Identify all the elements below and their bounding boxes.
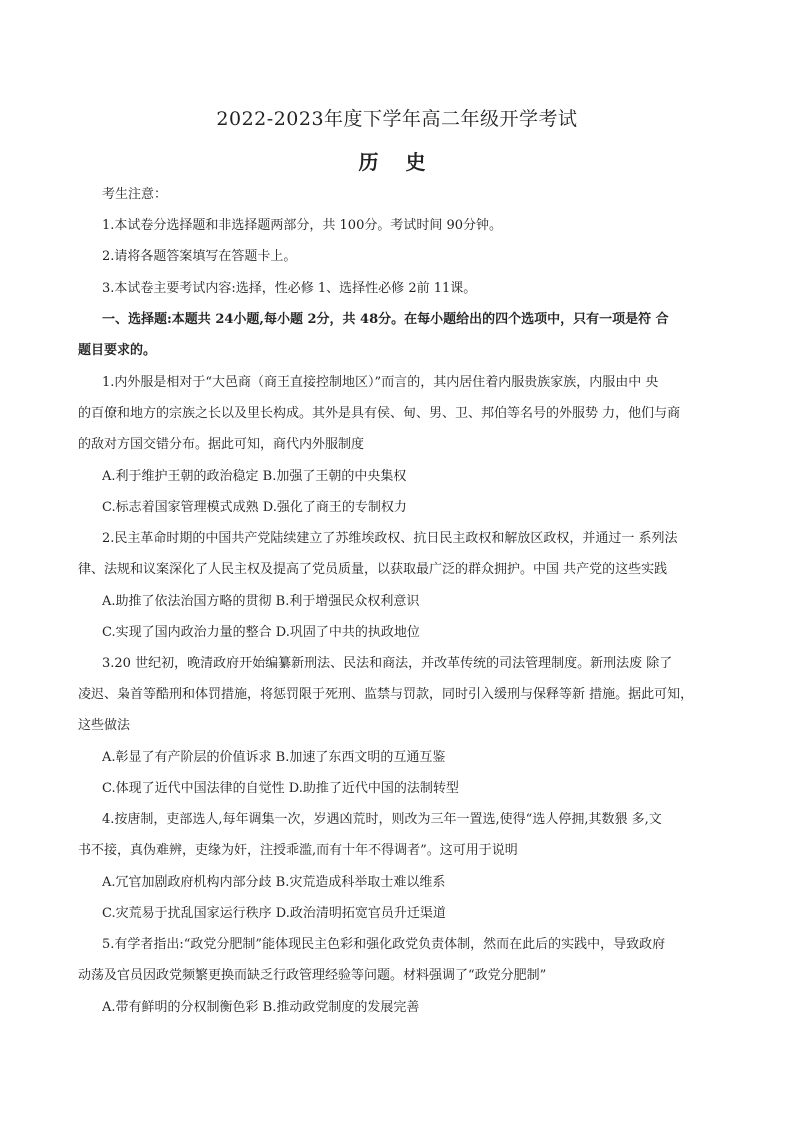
question-2-text: 2.民主革命时期的中国共产党陆续建立了苏维埃政权、抗日民主政权和解放区政权，并通过一 系列法 — [102, 531, 678, 546]
option-a: A.带有鲜明的分权制衡色彩 — [102, 1000, 259, 1015]
question-5-text: 动荡及官员因政党频繁更换而缺乏行政管理经验等问题。材料强调了“政党分肥制” — [78, 968, 547, 983]
exam-title: 2022-2023年度下学年高二年级开学考试 — [216, 108, 578, 130]
option-d: D.政治清明拓宽官员升迁渠道 — [275, 906, 446, 921]
option-a: A.彰显了有产阶层的价值诉求 — [102, 750, 272, 765]
option-b: B.推动政党制度的发展完善 — [262, 1000, 420, 1015]
question-4-option-row — [102, 903, 746, 925]
option-d: D.强化了商王的专制权力 — [262, 500, 407, 515]
option-c: C.灾荒易于扰乱国家运行秩序 — [102, 906, 272, 921]
question-4-text: 书不接，真伪难辨，吏缘为奸，注授乖滥,而有十年不得调者”。这可用于说明 — [78, 843, 518, 858]
option-c: C.标志着国家管理模式成熟 — [102, 500, 259, 515]
option-d: D.巩固了中共的执政地位 — [275, 625, 420, 640]
question-5-text: 5.有学者指出:“政党分肥制”能体现民主色彩和强化政党负责体制，然而在此后的实践中，导致政府 — [102, 937, 666, 952]
option-b: B.加速了东西文明的互通互鉴 — [275, 750, 446, 765]
question-1-text: 的敌对方国交错分布。据此可知，商代内外服制度 — [78, 437, 365, 452]
question-4-option-row — [102, 872, 746, 894]
option-c: C.实现了国内政治力量的整合 — [102, 625, 272, 640]
question-2-option-row — [102, 622, 746, 644]
question-3-option-row — [102, 747, 746, 769]
question-3-text: 凌迟、枭首等酷刑和体罚措施，将惩罚限于死刑、监禁与罚款，同时引入缓刑与保释等新 措施。据此可知， — [78, 687, 694, 702]
question-1-option-row — [102, 497, 746, 519]
subject-title: 历 史 — [358, 150, 436, 174]
question-1-option-row — [102, 466, 746, 488]
option-d: D.助推了近代中国的法制转型 — [288, 781, 459, 796]
question-3-text: 这些做法 — [78, 718, 131, 733]
question-1-text: 1.内外服是相对于“大邑商（商王直接控制地区）”而言的，其内居住着内服贵族家族，内服由中 央 — [102, 375, 659, 390]
question-2-text: 律、法规和议案深化了人民主权及提高了党员质量，以获取最广泛的群众拥护。中国 共产党的这些实践 — [78, 562, 668, 577]
question-3-text: 3.20 世纪初，晚清政府开始编纂新刑法、民法和商法，并改革传统的司法管理制度。新刑法废 除了 — [102, 656, 673, 671]
option-b: B.利于增强民众权利意识 — [275, 594, 420, 609]
question-1-text: 的百僚和地方的宗族之长以及里长构成。其外是具有侯、甸、男、卫、邦伯等名号的外服势 力，他们与商 — [78, 406, 681, 421]
question-5-option-row — [102, 997, 746, 1019]
question-2-option-row — [102, 591, 746, 613]
notice-heading: 考生注意： — [102, 187, 168, 202]
notice-item: 2.请将各题答案填写在答题卡上。 — [102, 249, 297, 264]
question-3-option-row — [102, 778, 746, 800]
question-4-text: 4.按唐制，吏部选人,每年调集一次，岁遇凶荒时，则改为三年一置选,使得“选人停拥,其数猥 多,文 — [102, 812, 662, 827]
section-heading-line2: 题目要求的。 — [78, 343, 157, 358]
option-c: C.体现了近代中国法律的自觉性 — [102, 781, 285, 796]
section-heading-line1: 一、选择题:本题共 24小题,每小题 2分，共 48分。在每小题给出的四个选项中，只有一项是符 合 — [102, 312, 669, 327]
notice-item: 1.本试卷分选择题和非选择题两部分，共 100分。考试时间 90分钟。 — [102, 218, 503, 233]
option-a: A.助推了依法治国方略的贯彻 — [102, 594, 272, 609]
notice-item: 3.本试卷主要考试内容:选择，性必修 1、选择性必修 2前 11课。 — [102, 281, 477, 296]
option-b: B.加强了王朝的中央集权 — [262, 469, 407, 484]
option-a: A.冗官加剧政府机构内部分歧 — [102, 875, 272, 890]
option-b: B.灾荒造成科举取士难以维系 — [275, 875, 446, 890]
option-a: A.利于维护王朝的政治稳定 — [102, 469, 259, 484]
